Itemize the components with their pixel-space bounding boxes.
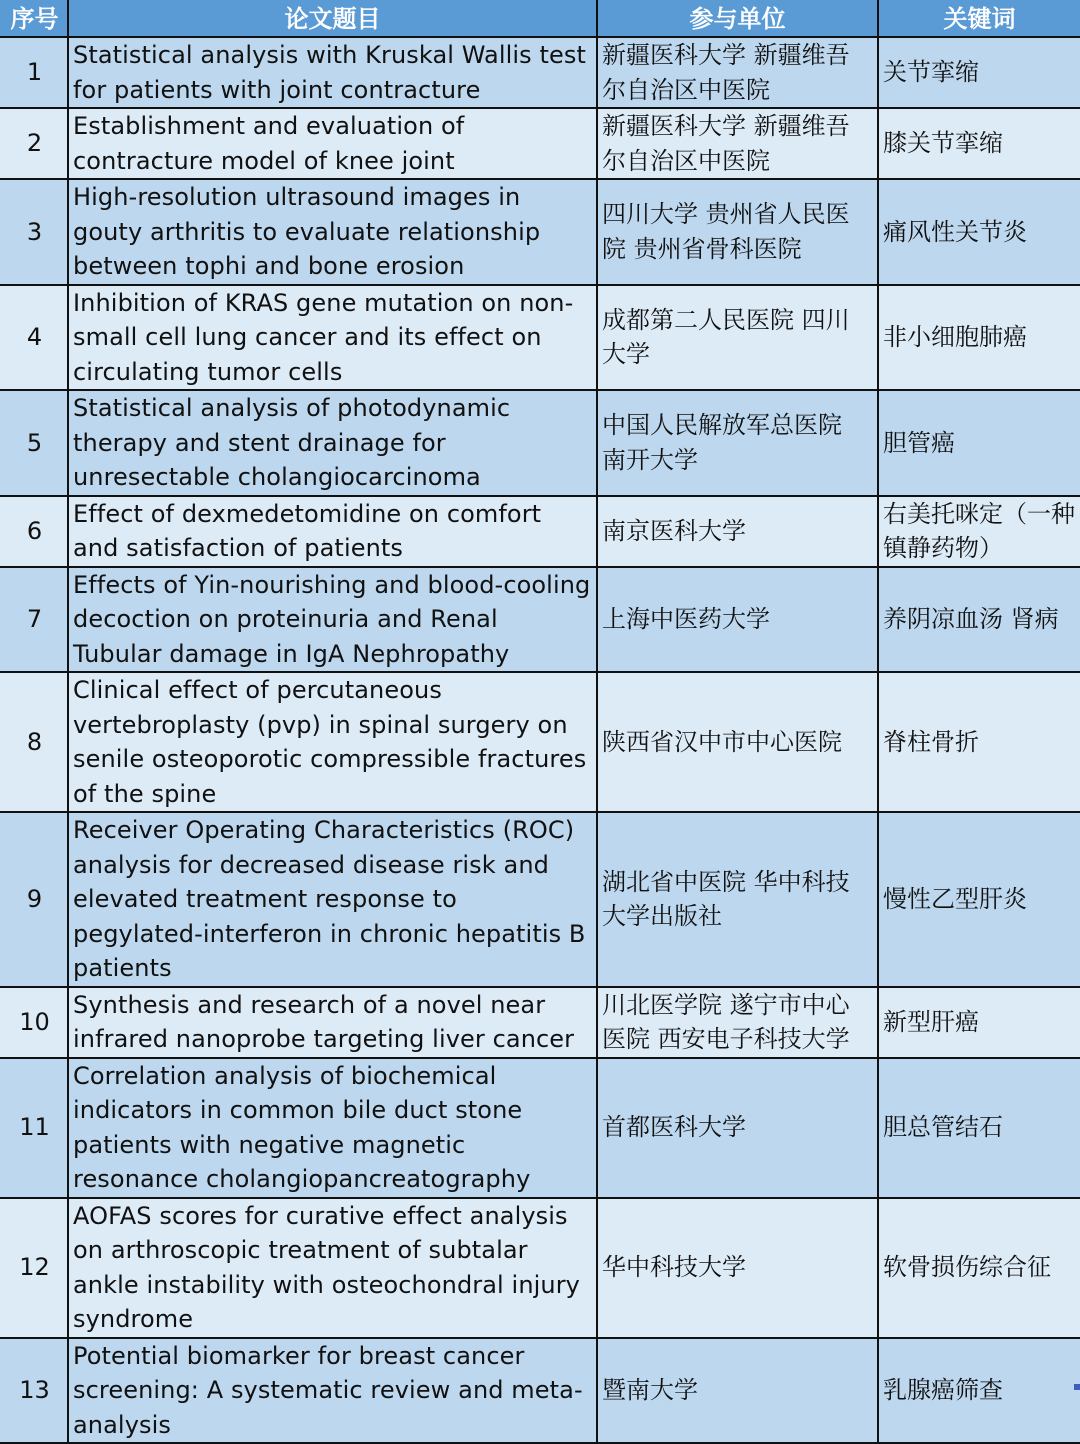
cell-num: 7 <box>1 567 68 673</box>
cell-unit: 南京医科大学 <box>597 496 878 567</box>
cell-num: 5 <box>1 390 68 496</box>
cell-title: Effect of dexmedetomidine on comfort and satisfaction of patients <box>68 496 597 567</box>
cell-keyword: 新型肝癌 <box>878 987 1080 1058</box>
cell-title: Establishment and evaluation of contracture model of knee joint <box>68 108 597 179</box>
cell-num: 2 <box>1 108 68 179</box>
cell-num: 3 <box>1 179 68 285</box>
cell-unit: 成都第二人民医院 四川大学 <box>597 285 878 391</box>
cell-unit: 中国人民解放军总医院 南开大学 <box>597 390 878 496</box>
cell-title: AOFAS scores for curative effect analysis on arthroscopic treatment of subtalar ankle instability with osteochondral injury syndrome <box>68 1198 597 1338</box>
cell-title: Correlation analysis of biochemical indicators in common bile duct stone patients with negative magnetic resonance cholangiopancreatography <box>68 1058 597 1198</box>
cell-unit: 川北医学院 遂宁市中心医院 西安电子科技大学 <box>597 987 878 1058</box>
cell-title: Clinical effect of percutaneous vertebroplasty (pvp) in spinal surgery on senile osteoporotic compressible fractures of the spine <box>68 672 597 812</box>
cell-keyword: 非小细胞肺癌 <box>878 285 1080 391</box>
table-row <box>1 812 1080 987</box>
header-row <box>1 1 1080 37</box>
cell-title: Statistical analysis of photodynamic therapy and stent drainage for unresectable cholangiocarcinoma <box>68 390 597 496</box>
cell-title: Potential biomarker for breast cancer screening: A systematic review and meta-analysis <box>68 1338 597 1444</box>
cell-keyword: 脊柱骨折 <box>878 672 1080 812</box>
cell-title: Receiver Operating Characteristics (ROC) analysis for decreased disease risk and elevated treatment response to pegylated-interferon in chronic hepatitis B patients <box>68 812 597 987</box>
cell-num: 13 <box>1 1338 68 1444</box>
cell-unit: 陕西省汉中市中心医院 <box>597 672 878 812</box>
table-row <box>1 179 1080 285</box>
cell-keyword: 胆管癌 <box>878 390 1080 496</box>
table-row <box>1 1198 1080 1338</box>
cell-keyword: 右美托咪定（一种镇静药物） <box>878 496 1080 567</box>
cell-keyword: 乳腺癌筛查 <box>878 1338 1080 1444</box>
cell-keyword: 关节挛缩 <box>878 37 1080 108</box>
cell-keyword: 慢性乙型肝炎 <box>878 812 1080 987</box>
cell-title: Synthesis and research of a novel near infrared nanoprobe targeting liver cancer <box>68 987 597 1058</box>
cell-unit: 暨南大学 <box>597 1338 878 1444</box>
cell-keyword: 软骨损伤综合征 <box>878 1198 1080 1338</box>
table-row <box>1 672 1080 812</box>
cell-unit: 四川大学 贵州省人民医院 贵州省骨科医院 <box>597 179 878 285</box>
cell-unit: 湖北省中医院 华中科技大学出版社 <box>597 812 878 987</box>
resize-handle-icon <box>1074 1384 1080 1390</box>
table-row <box>1 987 1080 1058</box>
cell-num: 4 <box>1 285 68 391</box>
table-row <box>1 285 1080 391</box>
cell-unit: 华中科技大学 <box>597 1198 878 1338</box>
cell-unit: 新疆医科大学 新疆维吾尔自治区中医院 <box>597 37 878 108</box>
table-row <box>1 496 1080 567</box>
cell-num: 6 <box>1 496 68 567</box>
header-title: 论文题目 <box>68 1 597 37</box>
cell-keyword: 胆总管结石 <box>878 1058 1080 1198</box>
cell-unit: 上海中医药大学 <box>597 567 878 673</box>
table-row <box>1 37 1080 108</box>
cell-unit: 新疆医科大学 新疆维吾尔自治区中医院 <box>597 108 878 179</box>
table-row <box>1 567 1080 673</box>
header-num: 序号 <box>1 1 68 37</box>
cell-num: 10 <box>1 987 68 1058</box>
table-row <box>1 108 1080 179</box>
cell-title: High-resolution ultrasound images in gouty arthritis to evaluate relationship between tophi and bone erosion <box>68 179 597 285</box>
cell-num: 11 <box>1 1058 68 1198</box>
cell-title: Inhibition of KRAS gene mutation on non-small cell lung cancer and its effect on circulating tumor cells <box>68 285 597 391</box>
cell-title: Effects of Yin-nourishing and blood-cooling decoction on proteinuria and Renal Tubular damage in IgA Nephropathy <box>68 567 597 673</box>
table-row <box>1 1338 1080 1444</box>
cell-num: 9 <box>1 812 68 987</box>
cell-keyword: 痛风性关节炎 <box>878 179 1080 285</box>
cell-num: 8 <box>1 672 68 812</box>
header-keyword: 关键词 <box>878 1 1080 37</box>
table-row <box>1 1058 1080 1198</box>
cell-keyword: 膝关节挛缩 <box>878 108 1080 179</box>
header-unit: 参与单位 <box>597 1 878 37</box>
cell-keyword: 养阴凉血汤 肾病 <box>878 567 1080 673</box>
table-row <box>1 390 1080 496</box>
cell-num: 1 <box>1 37 68 108</box>
cell-title: Statistical analysis with Kruskal Wallis test for patients with joint contracture <box>68 37 597 108</box>
cell-unit: 首都医科大学 <box>597 1058 878 1198</box>
cell-num: 12 <box>1 1198 68 1338</box>
